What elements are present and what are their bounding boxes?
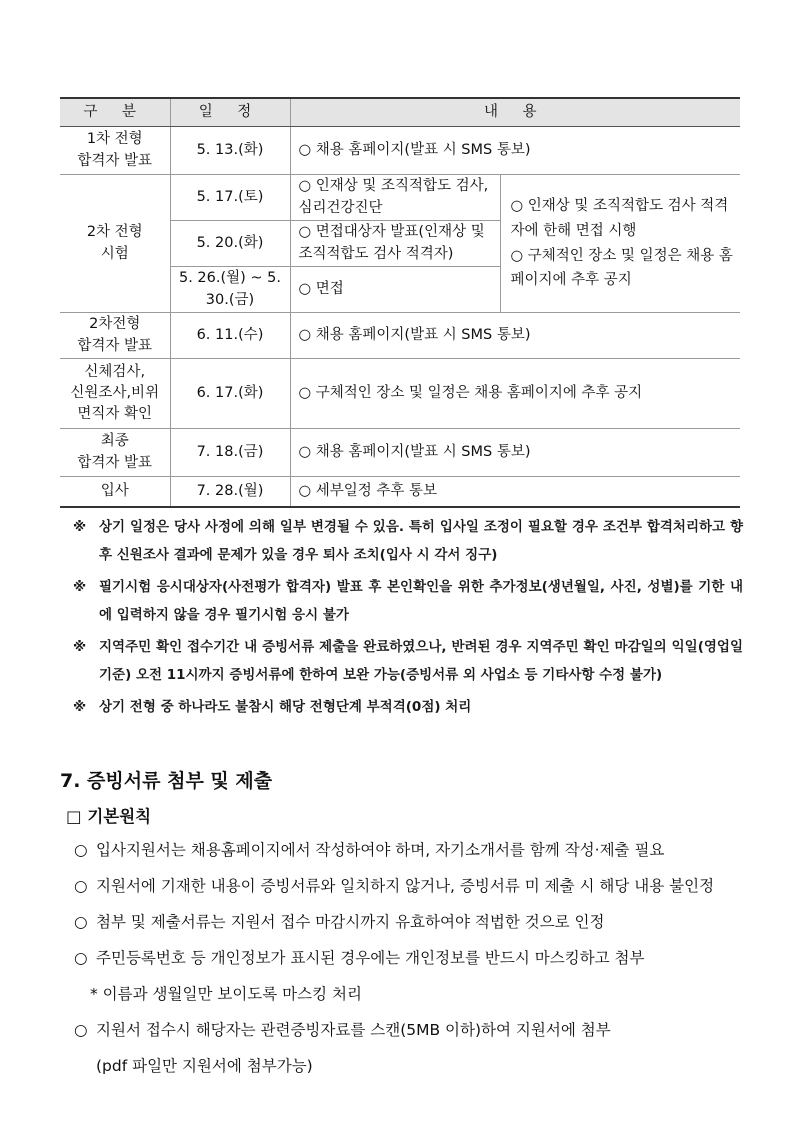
- row-content: ○ 채용 홈페이지(발표 시 SMS 통보): [290, 429, 740, 477]
- table-header-row: [60, 98, 740, 127]
- row-side-notes: [500, 175, 740, 313]
- circle-bullet-icon: ○: [74, 841, 88, 859]
- row-content: ○ 채용 홈페이지(발표 시 SMS 통보): [290, 313, 740, 359]
- schedule-table: [60, 97, 740, 508]
- list-item: ○ 주민등록번호 등 개인정보가 표시된 경우에는 개인정보를 반드시 마스킹하고 첨부: [74, 940, 744, 976]
- side-note: ○ 인재상 및 조직적합도 검사 적격자에 한해 면접 시행: [510, 198, 729, 239]
- list-item: ○ 입사지원서는 채용홈페이지에서 작성하여야 하며, 자기소개서를 함께 작성·제출 필요: [74, 832, 744, 868]
- row-date: 6. 11.(수): [170, 313, 290, 359]
- section-subtitle: □ 기본원칙: [66, 807, 152, 826]
- table-row: [60, 359, 740, 429]
- circle-bullet-icon: ○: [74, 1021, 88, 1039]
- row-category: 입사: [60, 477, 170, 507]
- list-item-continuation: (pdf 파일만 지원서에 첨부가능): [96, 1057, 313, 1075]
- row-category: 2차 전형 시험: [60, 175, 170, 313]
- side-note: ○ 구체적인 장소 및 일정은 채용 홈페이지에 추후 공지: [510, 247, 733, 289]
- row-category: 신체검사, 신원조사,비위 면직자 확인: [60, 359, 170, 429]
- note-item: ※ 필기시험 응시대상자(사전평가 합격자) 발표 후 본인확인을 위한 추가정보(생년월일, 사진, 성별)를 기한 내에 입력하지 않을 경우 필기시험 응시 불가: [73, 573, 743, 629]
- reference-mark-icon: ※: [73, 579, 87, 595]
- star-note: * 이름과 생월일만 보이도록 마스킹 처리: [90, 985, 362, 1003]
- row-content: ○ 면접대상자 발표(인재상 및 조직적합도 검사 적격자): [290, 221, 500, 267]
- note-item: ※ 상기 전형 중 하나라도 불참시 해당 전형단계 부적격(0점) 처리: [73, 693, 743, 721]
- principles-list: [74, 832, 744, 1084]
- row-category: 최종 합격자 발표: [60, 429, 170, 477]
- row-content: ○ 구체적인 장소 및 일정은 채용 홈페이지에 추후 공지: [290, 359, 740, 429]
- row-category: 1차 전형 합격자 발표: [60, 127, 170, 175]
- row-content: ○ 채용 홈페이지(발표 시 SMS 통보): [290, 127, 740, 175]
- circle-bullet-icon: ○: [74, 877, 88, 895]
- row-content: ○ 면접: [290, 267, 500, 313]
- note-item: ※ 상기 일정은 당사 사정에 의해 일부 변경될 수 있음. 특히 입사일 조정이 필요할 경우 조건부 합격처리하고 향후 신원조사 결과에 문제가 있을 경우 퇴사 조치(입사 시 각서 징구): [73, 513, 743, 569]
- header-category: 구 분: [60, 98, 170, 127]
- row-date: 6. 17.(화): [170, 359, 290, 429]
- table-row: [60, 175, 740, 221]
- reference-mark-icon: ※: [73, 699, 87, 715]
- notes-list: [73, 513, 743, 725]
- row-content: ○ 세부일정 추후 통보: [290, 477, 740, 507]
- circle-bullet-icon: ○: [74, 913, 88, 931]
- row-date: 5. 20.(화): [170, 221, 290, 267]
- reference-mark-icon: ※: [73, 519, 87, 535]
- reference-mark-icon: ※: [73, 639, 87, 655]
- list-item: ○ 지원서 접수시 해당자는 관련증빙자료를 스캔(5MB 이하)하여 지원서에 첨부: [74, 1012, 744, 1048]
- row-date: 5. 13.(화): [170, 127, 290, 175]
- list-item: ○ 첨부 및 제출서류는 지원서 접수 마감시까지 유효하여야 적법한 것으로 인정: [74, 904, 744, 940]
- header-content: 내 용: [290, 98, 740, 127]
- row-date: 7. 28.(월): [170, 477, 290, 507]
- header-date: 일 정: [170, 98, 290, 127]
- row-date: 5. 26.(월) ~ 5. 30.(금): [170, 267, 290, 313]
- note-item: ※ 지역주민 확인 접수기간 내 증빙서류 제출을 완료하였으나, 반려된 경우 지역주민 확인 마감일의 익일(영업일 기준) 오전 11시까지 증빙서류에 한하여 보완 가능(증빙서류 외 사업소 등 기타사항 수정 불가): [73, 633, 743, 689]
- table-row: [60, 127, 740, 175]
- section-title: 7. 증빙서류 첨부 및 제출: [60, 770, 273, 792]
- table-row: [60, 429, 740, 477]
- row-date: 5. 17.(토): [170, 175, 290, 221]
- row-category: 2차전형 합격자 발표: [60, 313, 170, 359]
- list-item: ○ 지원서에 기재한 내용이 증빙서류와 일치하지 않거나, 증빙서류 미 제출 시 해당 내용 불인정: [74, 868, 744, 904]
- row-date: 7. 18.(금): [170, 429, 290, 477]
- circle-bullet-icon: ○: [74, 949, 88, 967]
- row-content: ○ 인재상 및 조직적합도 검사, 심리건강진단: [290, 175, 500, 221]
- table-row: [60, 313, 740, 359]
- table-row: [60, 477, 740, 507]
